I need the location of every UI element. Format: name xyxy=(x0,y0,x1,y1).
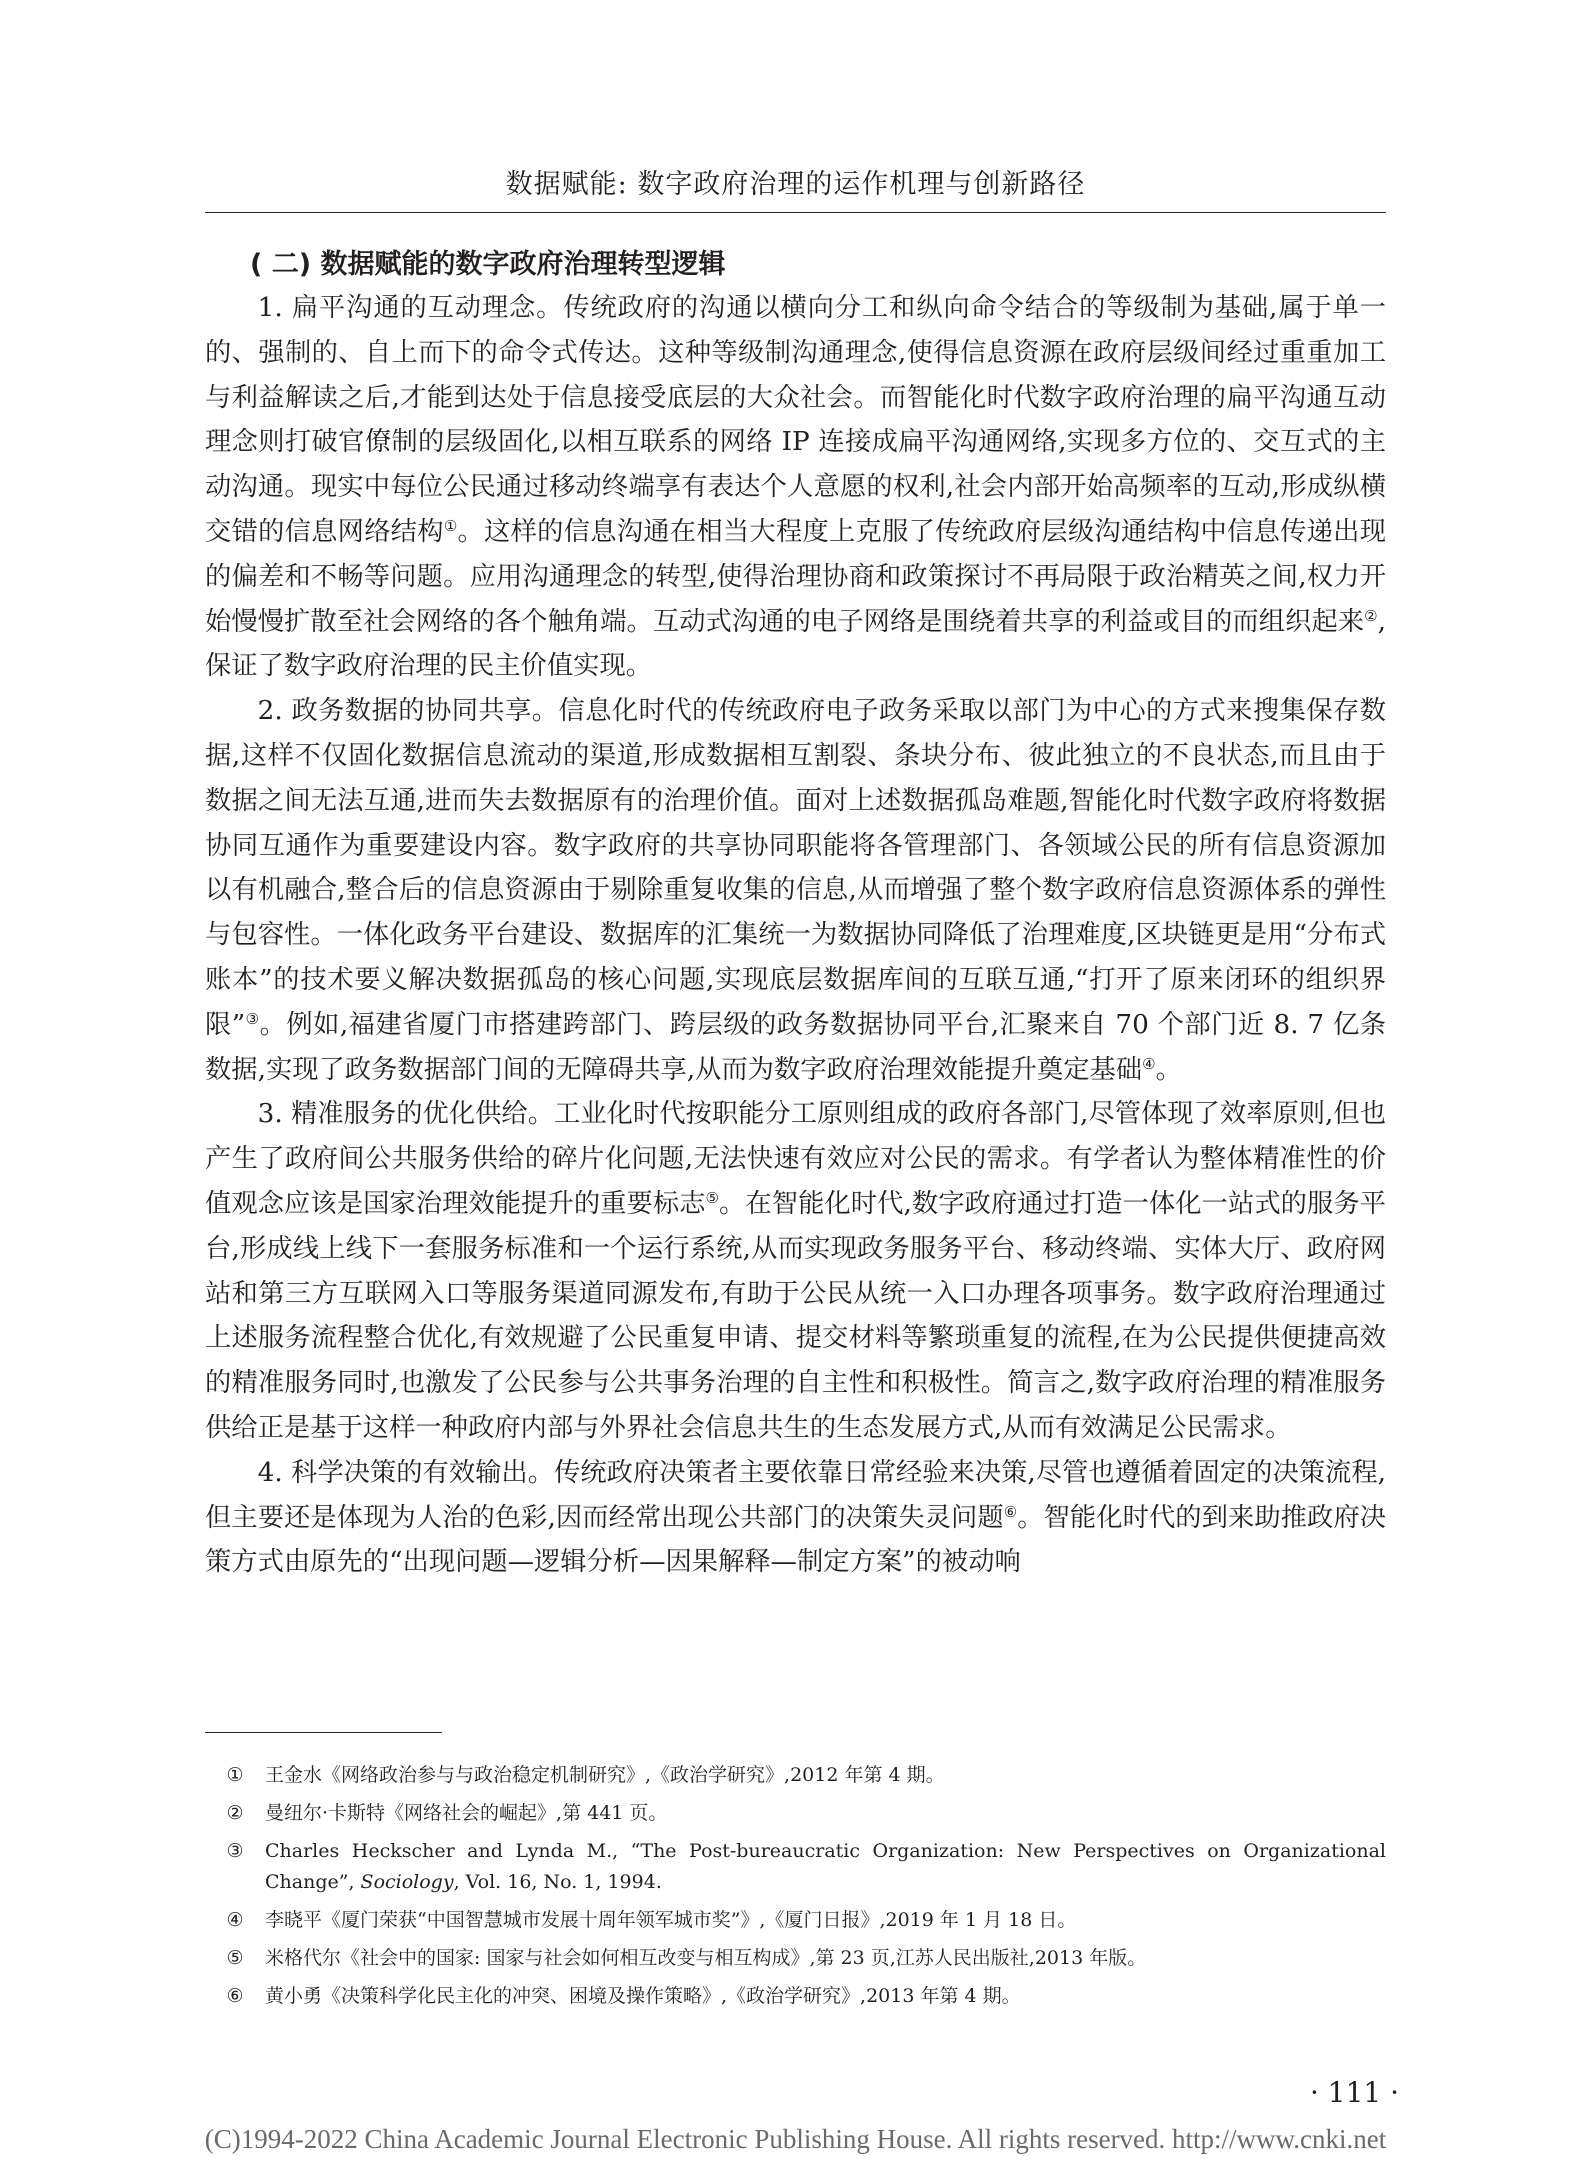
footnote-number: ② xyxy=(226,1802,244,1824)
footnotes xyxy=(205,1760,1386,2019)
footnote-ref-2[interactable]: ② xyxy=(1364,606,1378,625)
paragraph-flat-communication xyxy=(205,286,1386,689)
footnote-separator xyxy=(205,1732,442,1733)
paragraph-text: 。这样的信息沟通在相当大程度上克服了传统政府层级沟通结构中信息传递出现的偏差和不畅等问题。应用沟通理念的转型,使得治理协商和政策探讨不再局限于政治精英之间,权力开始慢慢扩散至社会网络的各个触角端。互动式沟通的电子网络是围绕着共享的利益或目的而组织起来 xyxy=(205,516,1387,637)
paragraph-text: 3. 精准服务的优化供给。工业化时代按职能分工原则组成的政府各部门,尽管体现了效率原则,但也产生了政府间公共服务供给的碎片化问题,无法快速有效应对公民的需求。有学者认为整体精准性的价值观念应该是国家治理效能提升的重要标志 xyxy=(205,1099,1386,1219)
footnote-ref-4[interactable]: ④ xyxy=(1142,1054,1156,1073)
footnote-6 xyxy=(205,1981,1386,2012)
footnote-number: ④ xyxy=(226,1909,244,1931)
footnote-3 xyxy=(205,1836,1386,1898)
footnote-4 xyxy=(205,1905,1386,1936)
footnote-number: ③ xyxy=(226,1840,244,1862)
footnote-citation: Charles Heckscher and Lynda M., “The Post-bureaucratic Organization: New Perspectives on Organizational Change”, xyxy=(265,1840,1386,1893)
paragraph-data-sharing xyxy=(205,689,1386,1092)
paragraph-precise-service xyxy=(205,1092,1386,1450)
paragraph-scientific-decision xyxy=(205,1451,1386,1585)
footnote-number: ⑥ xyxy=(226,1985,244,2007)
paragraph-text: 。 xyxy=(1155,1054,1182,1085)
footnote-number: ① xyxy=(226,1764,244,1786)
footnote-text: 黄小勇《决策科学化民主化的冲突、困境及操作策略》,《政治学研究》,2013 年第 4 期。 xyxy=(265,1985,1021,2007)
copyright-notice: (C)1994-2022 China Academic Journal Electronic Publishing House. All rights reserved. http://www.cnki.net xyxy=(204,2124,1387,2154)
footnote-ref-1[interactable]: ① xyxy=(443,516,458,535)
footnote-number: ⑤ xyxy=(226,1947,244,1969)
page-number: · 111 · xyxy=(1310,2076,1400,2109)
paragraph-text: 4. 科学决策的有效输出。传统政府决策者主要依靠日常经验来决策,尽管也遵循着固定的决策流程,但主要还是体现为人治的色彩,因而经常出现公共部门的决策失灵问题 xyxy=(205,1457,1386,1533)
paragraph-text: 1. 扁平沟通的互动理念。传统政府的沟通以横向分工和纵向命令结合的等级制为基础,属于单一的、强制的、自上而下的命令式传达。这种等级制沟通理念,使得信息资源在政府层级间经过重重加工与利益解读之后,才能到达处于信息接受底层的大众社会。而智能化时代数字政府治理的扁平沟通互动理念则打破官僚制的层级固化,以相互联系的网络 IP 连接成扁平沟通网络,实现多方位的、交互式的主动沟通。现实中每位公民通过移动终端享有表达个人意愿的权利,社会内部开始高频率的互动,形成纵横交错的信息网络结构 xyxy=(205,293,1386,547)
footnote-ref-6[interactable]: ⑥ xyxy=(1003,1502,1018,1521)
footnote-text: 王金水《网络政治参与与政治稳定机制研究》,《政治学研究》,2012 年第 4 期。 xyxy=(265,1764,945,1786)
footnote-2 xyxy=(205,1798,1386,1829)
paragraph-text: ,保证了数字政府治理的民主价值实现。 xyxy=(205,606,1386,682)
footnote-text xyxy=(265,1836,1386,1898)
footnote-citation-tail: , Vol. 16, No. 1, 1994. xyxy=(453,1871,662,1893)
footnote-ref-3[interactable]: ③ xyxy=(245,1009,260,1028)
section-heading: ( 二) 数据赋能的数字政府治理转型逻辑 xyxy=(250,249,726,280)
footnote-1 xyxy=(205,1760,1386,1791)
running-title: 数据赋能: 数字政府治理的运作机理与创新路径 xyxy=(505,169,1086,200)
footnote-ref-5[interactable]: ⑤ xyxy=(705,1188,720,1207)
footnote-text: 米格代尔《社会中的国家: 国家与社会如何相互改变与相互构成》,第 23 页,江苏人民出版社,2013 年版。 xyxy=(265,1947,1147,1969)
footnote-5 xyxy=(205,1943,1386,1974)
footnote-text: 曼纽尔·卡斯特《网络社会的崛起》,第 441 页。 xyxy=(265,1802,668,1824)
header-rule xyxy=(205,212,1386,213)
paragraph-text: 。在智能化时代,数字政府通过打造一体化一站式的服务平台,形成线上线下一套服务标准和一个运行系统,从而实现政务服务平台、移动终端、实体大厅、政府网站和第三方互联网入口等服务渠道同源发布,有助于公民从统一入口办理各项事务。数字政府治理通过上述服务流程整合优化,有效规避了公民重复申请、提交材料等繁琐重复的流程,在为公民提供便捷高效的精准服务同时,也激发了公民参与公共事务治理的自主性和积极性。简言之,数字政府治理的精准服务供给正是基于这样一种政府内部与外界社会信息共生的生态发展方式,从而有效满足公民需求。 xyxy=(205,1188,1387,1443)
paragraph-text: 2. 政务数据的协同共享。信息化时代的传统政府电子政务采取以部门为中心的方式来搜集保存数据,这样不仅固化数据信息流动的渠道,形成数据相互割裂、条块分布、彼此独立的不良状态,而且由于数据之间无法互通,进而失去数据原有的治理价值。面对上述数据孤岛难题,智能化时代数字政府将数据协同互通作为重要建设内容。数字政府的共享协同职能将各管理部门、各领域公民的所有信息资源加以有机融合,整合后的信息资源由于剔除重复收集的信息,从而增强了整个数字政府信息资源体系的弹性与包容性。一体化政务平台建设、数据库的汇集统一为数据协同降低了治理难度,区块链更是用“分布式账本”的技术要义解决数据孤岛的核心问题,实现底层数据库间的互联互通,“打开了原来闭环的组织界限” xyxy=(205,696,1386,1040)
journal-name: Sociology xyxy=(360,1871,454,1893)
paragraph-text: 。智能化时代的到来助推政府决策方式由原先的“出现问题—逻辑分析—因果解释—制定方案”的被动响 xyxy=(205,1502,1387,1578)
body-text xyxy=(205,286,1386,1585)
paragraph-text: 。例如,福建省厦门市搭建跨部门、跨层级的政务数据协同平台,汇聚来自 70 个部门近 8. 7 亿条数据,实现了政务数据部门间的无障碍共享,从而为数字政府治理效能提升奠定基础 xyxy=(205,1009,1387,1085)
footnote-text: 李晓平《厦门荣获“中国智慧城市发展十周年领军城市奖”》,《厦门日报》,2019 年 1 月 18 日。 xyxy=(265,1909,1077,1931)
